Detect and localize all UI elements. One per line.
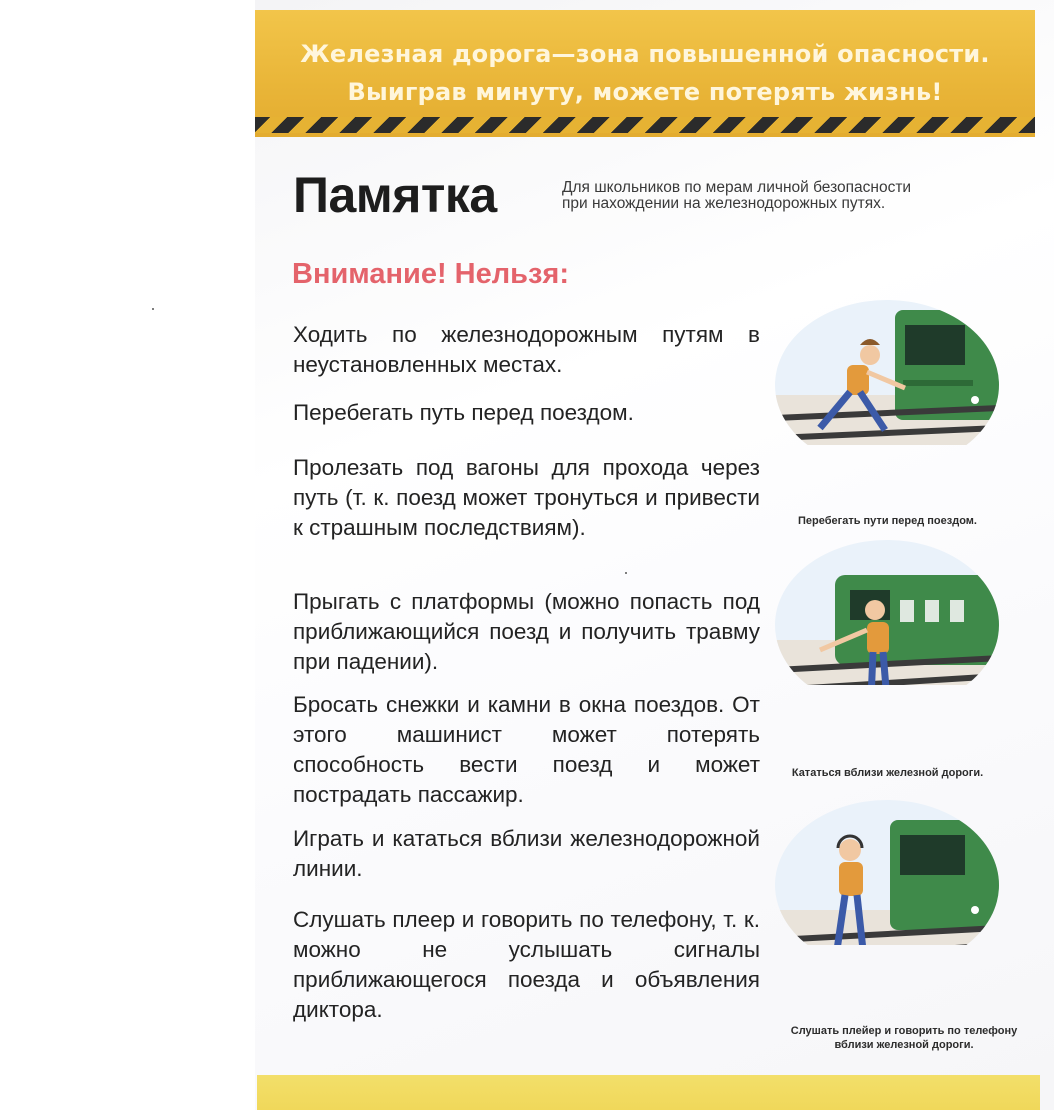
rule-item: Прыгать с платформы (можно попасть под приближающийся поезд и получить травму при падении). [293,589,760,674]
speck [625,572,627,574]
rule-item: Перебегать путь перед поездом. [293,400,634,425]
illustration-caption [770,1024,1038,1052]
page-title: Памятка [293,167,497,223]
hazard-stripe [255,117,1035,133]
illustration-caption: Перебегать пути перед поездом. [798,515,977,527]
rule-item: Пролезать под вагоны для прохода через путь (т. к. поезд может тронуться и привести к страшным последствиям). [293,455,760,540]
running-boy-train-illustration [775,300,1000,445]
bottom-band [257,1075,1040,1110]
rule-item: Играть и кататься вблизи железнодорожной линии. [293,826,760,881]
illustration-caption: Кататься вблизи железной дороги. [791,767,984,779]
rule-item: Ходить по железнодорожным путям в неустановленных местах. [293,322,760,377]
rule-item: Слушать плеер и говорить по телефону, т. к. можно не услышать сигналы приближающегося поезда и объявления диктора. [293,907,760,1022]
speck [152,308,154,310]
skateboard-boy-train-illustration [775,540,1000,685]
subtitle-line-2: при нахождении на железнодорожных путях. [562,195,886,212]
page-subtitle [562,180,1032,212]
caption-line-1: Слушать плейер и говорить по телефону [790,1025,1018,1037]
banner-line-1: Железная дорога—зона повышенной опасности. [300,40,990,68]
warning-heading: Внимание! Нельзя: [292,258,569,290]
headphones-boy-train-illustration [775,800,1000,945]
rule-item: Бросать снежки и камни в окна поездов. От этого машинист может потерять способность вести поезд и может пострадать пассажир. [293,692,760,807]
top-banner [255,10,1035,137]
caption-line-2: вблизи железной дороги. [834,1039,974,1051]
subtitle-line-1: Для школьников по мерам личной безопасности [562,179,912,196]
banner-line-2: Выиграв минуту, можете потерять жизнь! [347,78,943,106]
